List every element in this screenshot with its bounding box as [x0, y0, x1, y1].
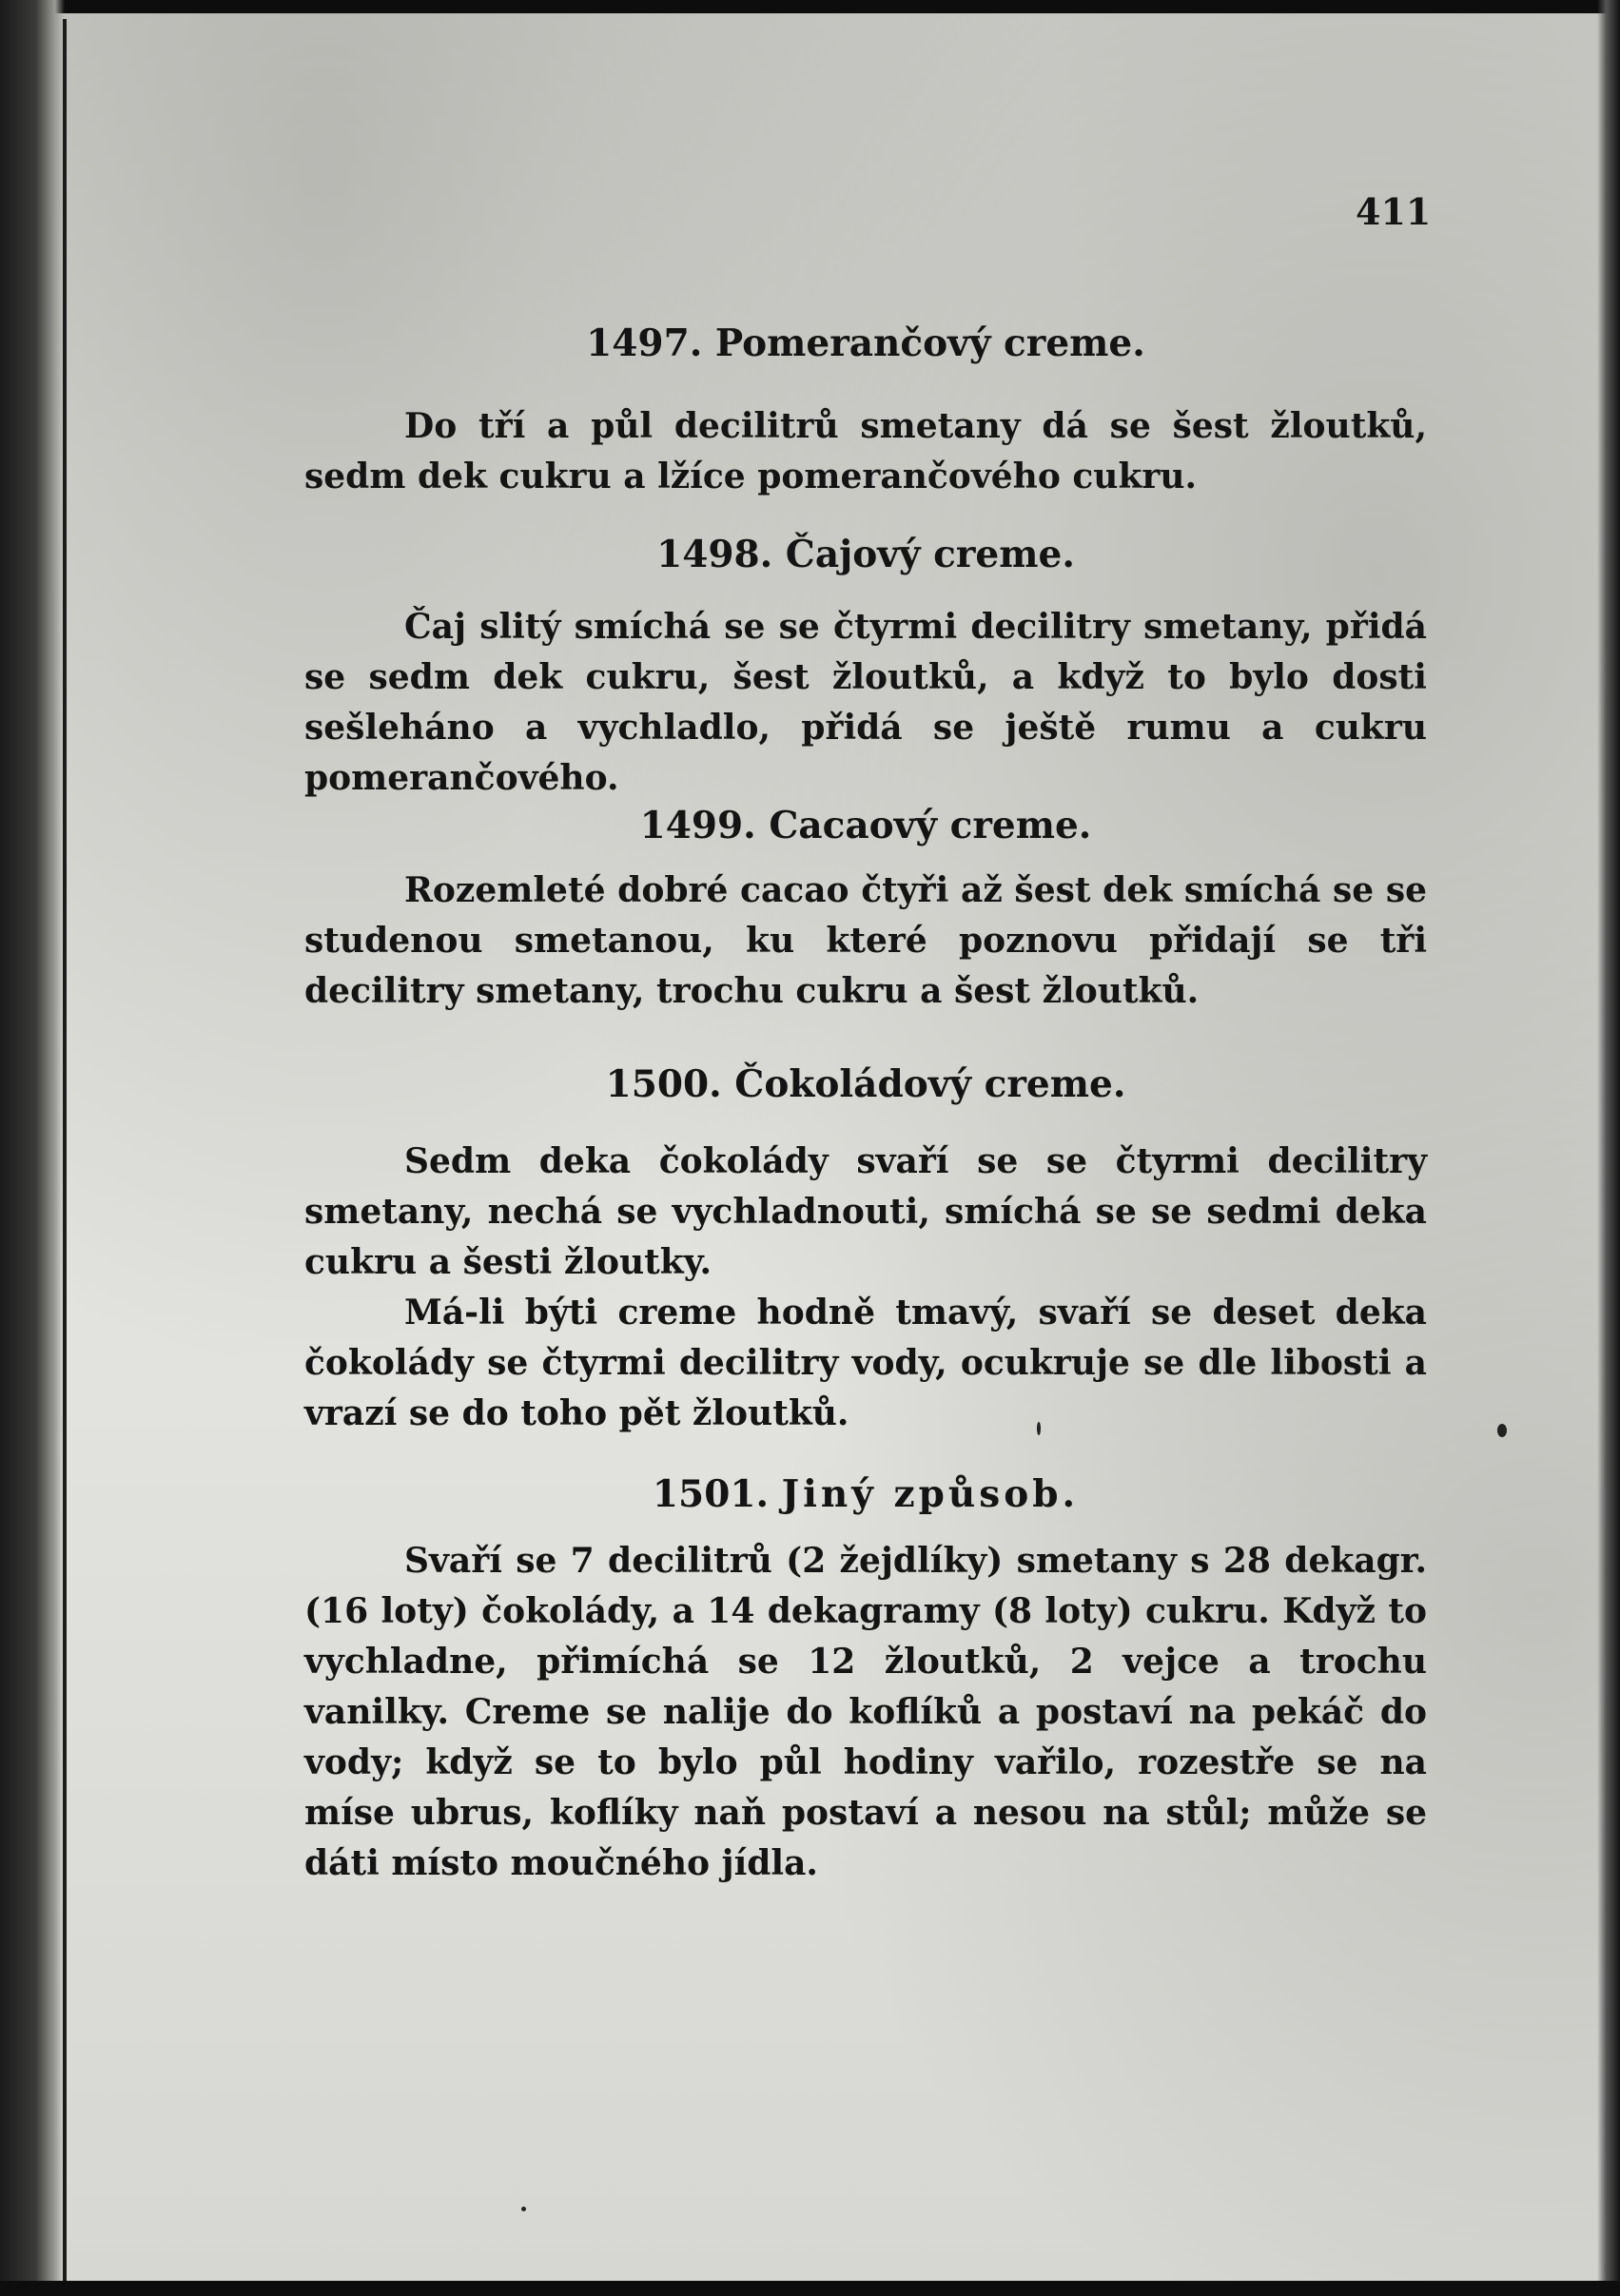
recipe-title: Pomerančový creme.: [714, 321, 1145, 365]
recipe-paragraph: Rozemleté dobré cacao čtyři až šest dek smíchá se se studenou smetanou, ku které poznovu přidají se tři decilitry smetany, trochu cukru a šest žloutků.: [304, 870, 1427, 1011]
recipe-paragraph: Do tří a půl decilitrů smetany dá se šest žloutků, sedm dek cukru a lžíce pomerančového cukru.: [304, 406, 1427, 496]
recipe-paragraph: Sedm deka čokolády svaří se se čtyrmi decilitry smetany, nechá se vychladnouti, smíchá se se sedmi deka cukru a šesti žloutky.: [304, 1141, 1427, 1282]
recipe-paragraph: Svaří se 7 decilitrů (2 žejdlíky) smetany s 28 dekagr. (16 loty) čokolády, a 14 dekagramy (8 loty) cukru. Když to vychladne, přimíchá se 12 žloutků, 2 vejce a trochu vanilky. Creme se nalije do koflíků a postaví na pekáč do vody; když se to bylo půl hodiny vařilo, rozestře se na míse ubrus, koflíky naň postaví a nesou na stůl; může se dáti místo moučného jídla.: [304, 1541, 1427, 1883]
recipe-number: 1500.: [605, 1062, 722, 1106]
recipe-paragraph: Má-li býti creme hodně tmavý, svaří se deset deka čokolády se čtyrmi decilitry vody, ocukruje se dle libosti a vrazí se do toho pět žloutků.: [304, 1293, 1427, 1433]
recipe-title: Čokoládový creme.: [734, 1062, 1126, 1106]
recipe-title: Jiný způsob.: [781, 1472, 1080, 1516]
scan-border-top: [0, 0, 1620, 13]
ink-speck: [521, 2207, 526, 2211]
scan-border-left: [0, 0, 65, 2296]
recipe-number: 1501.: [652, 1472, 770, 1516]
recipe-number: 1499.: [639, 804, 756, 847]
recipe-heading-1500: [304, 1062, 1427, 1106]
scan-border-bottom: [0, 2281, 1620, 2296]
recipe-heading-1498: [304, 533, 1427, 576]
page-number: 411: [1356, 190, 1432, 233]
recipe-heading-1499: [304, 804, 1427, 847]
recipe-heading-1497: [304, 321, 1427, 365]
recipe-title: Čajový creme.: [785, 533, 1075, 576]
recipe-heading-1501: [304, 1472, 1427, 1516]
scan-border-right: [1597, 0, 1620, 2296]
recipe-number: 1498.: [656, 533, 773, 576]
page-binding-edge: [63, 19, 67, 2283]
recipe-paragraph: Čaj slitý smíchá se se čtyrmi decilitry smetany, přidá se sedm dek cukru, šest žloutků, a když to bylo dosti sešleháno a vychladlo, přidá se ještě rumu a cukru pomerančového.: [304, 607, 1427, 798]
recipe-title: Cacaový creme.: [769, 804, 1092, 847]
recipe-number: 1497.: [586, 321, 703, 365]
ink-speck: [1497, 1424, 1507, 1437]
